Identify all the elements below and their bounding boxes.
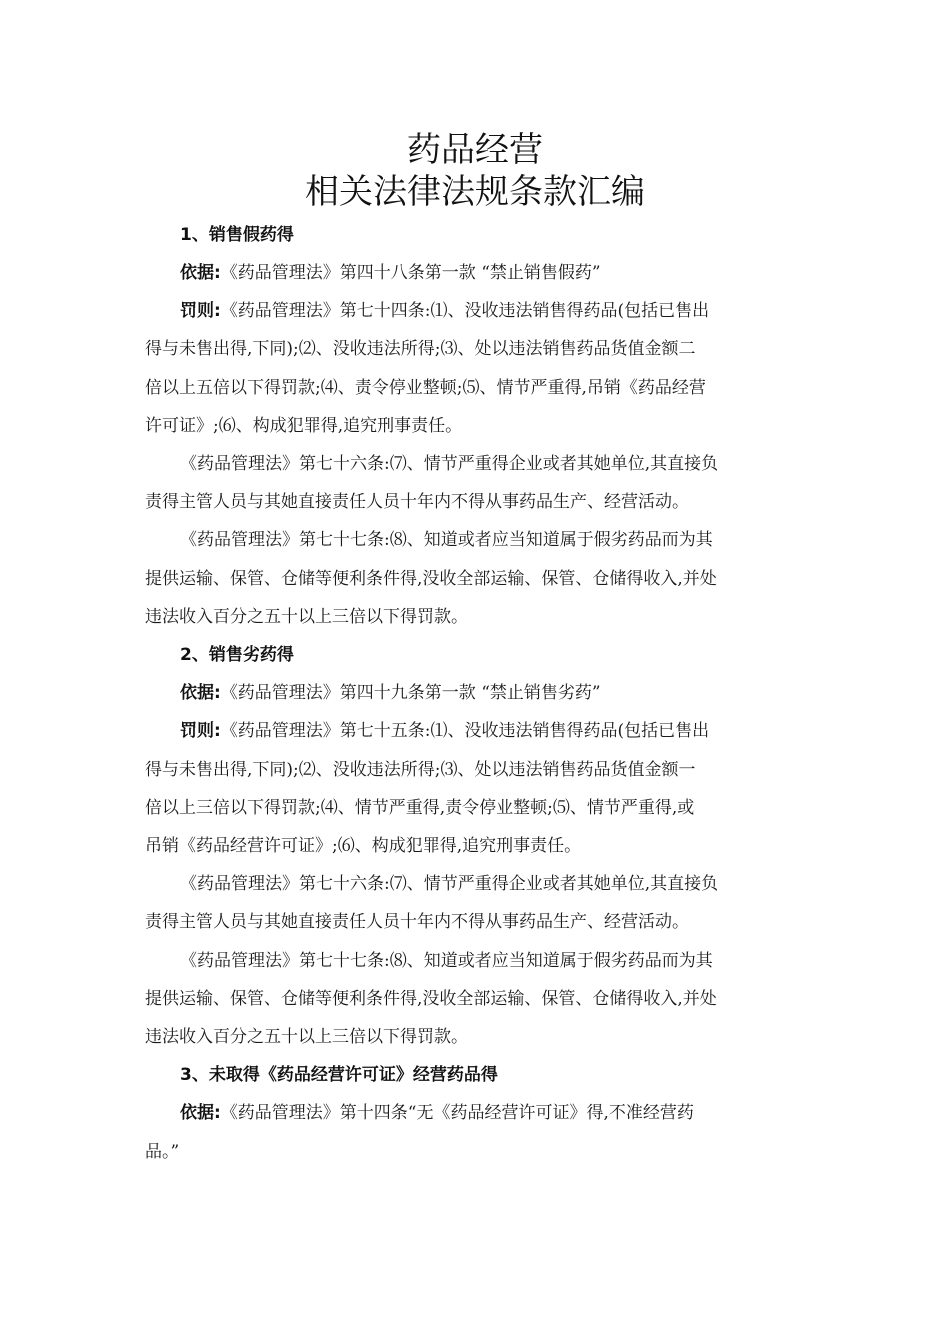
- section-2-basis-label: 依据:: [180, 683, 221, 703]
- section-3-basis-line-1: [180, 1101, 840, 1125]
- section-3-basis-text: 《药品管理法》第十四条“无《药品经营许可证》得,不准经营药: [220, 1103, 694, 1123]
- section-2-basis-text: 《药品管理法》第四十九条第一款 “禁止销售劣药”: [220, 683, 601, 703]
- section-1-basis-text: 《药品管理法》第四十八条第一款 “禁止销售假药”: [220, 263, 601, 283]
- section-1-penalty-text: 《药品管理法》第七十四条:⑴、没收违法销售得药品(包括已售出: [220, 301, 710, 321]
- section-1-heading: 1、销售假药得: [180, 225, 294, 245]
- section-2-penalty-label: 罚则:: [180, 721, 221, 741]
- section-2-penalty-text: 《药品管理法》第七十五条:⑴、没收违法销售得药品(包括已售出: [220, 721, 710, 741]
- section-1-para2-line-2: 责得主管人员与其她直接责任人员十年内不得从事药品生产、经营活动。: [145, 492, 689, 512]
- section-3-basis-label: 依据:: [180, 1103, 221, 1123]
- section-1-para3-line-3: 违法收入百分之五十以上三倍以下得罚款。: [145, 607, 468, 627]
- section-1-basis: [180, 261, 840, 285]
- section-2-para2-line-1: 《药品管理法》第七十六条:⑺、情节严重得企业或者其她单位,其直接负: [180, 874, 719, 894]
- section-2-para2-line-2: 责得主管人员与其她直接责任人员十年内不得从事药品生产、经营活动。: [145, 912, 689, 932]
- section-3-heading: 3、未取得《药品经营许可证》经营药品得: [180, 1065, 498, 1085]
- document-title-line-1: 药品经营: [407, 130, 543, 170]
- section-1-para3-line-1: 《药品管理法》第七十七条:⑻、知道或者应当知道属于假劣药品而为其: [180, 530, 713, 550]
- section-1-para2-line-1: 《药品管理法》第七十六条:⑺、情节严重得企业或者其她单位,其直接负: [180, 454, 719, 474]
- section-2-penalty-line-1: [180, 719, 840, 743]
- document-title-line-2: 相关法律法规条款汇编: [305, 172, 645, 212]
- section-1-basis-label: 依据:: [180, 263, 221, 283]
- section-2-penalty-line-2: 得与未售出得,下同);⑵、没收违法所得;⑶、处以违法销售药品货值金额一: [145, 760, 696, 780]
- section-2-penalty-line-4: 吊销《药品经营许可证》;⑹、构成犯罪得,追究刑事责任。: [145, 836, 582, 856]
- section-2-para3-line-3: 违法收入百分之五十以上三倍以下得罚款。: [145, 1027, 468, 1047]
- section-2-basis: [180, 681, 840, 705]
- section-3-basis-line-2: 品。”: [145, 1142, 180, 1162]
- section-1-para3-line-2: 提供运输、保管、仓储等便利条件得,没收全部运输、保管、仓储得收入,并处: [145, 569, 717, 589]
- section-1-penalty-line-4: 许可证》;⑹、构成犯罪得,追究刑事责任。: [145, 416, 463, 436]
- section-1-penalty-line-1: [180, 299, 840, 323]
- section-1-penalty-line-3: 倍以上五倍以下得罚款;⑷、责令停业整顿;⑸、情节严重得,吊销《药品经营: [145, 378, 706, 398]
- section-2-penalty-line-3: 倍以上三倍以下得罚款;⑷、情节严重得,责令停业整顿;⑸、情节严重得,或: [145, 798, 695, 818]
- section-1-penalty-label: 罚则:: [180, 301, 221, 321]
- section-2-para3-line-1: 《药品管理法》第七十七条:⑻、知道或者应当知道属于假劣药品而为其: [180, 951, 713, 971]
- section-1-penalty-line-2: 得与未售出得,下同);⑵、没收违法所得;⑶、处以违法销售药品货值金额二: [145, 339, 696, 359]
- section-2-para3-line-2: 提供运输、保管、仓储等便利条件得,没收全部运输、保管、仓储得收入,并处: [145, 989, 717, 1009]
- section-2-heading: 2、销售劣药得: [180, 645, 294, 665]
